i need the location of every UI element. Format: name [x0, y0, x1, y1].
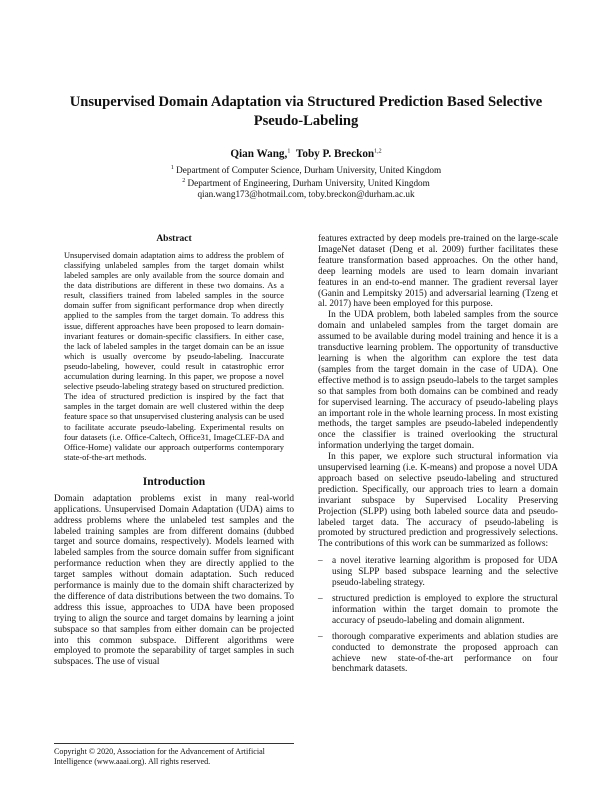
affiliation-1: Department of Computer Science, Durham University, United Kingdom — [176, 165, 442, 176]
left-column — [54, 234, 294, 668]
affiliation-2: Department of Engineering, Durham University, United Kingdom — [187, 178, 430, 189]
author-emails: qian.wang173@hotmail.com, toby.breckon@durham.ac.uk — [197, 189, 415, 200]
author-affiliation-mark: 1 — [287, 148, 291, 155]
contributions-list — [318, 556, 558, 675]
list-item: – thorough comparative experiments and ablation studies are conducted to demonstrate the proposed approach can achieve new state-of-the-art performance on four benchmark datasets. — [318, 631, 558, 675]
author-list — [60, 148, 552, 160]
author-name: Toby P. Breckon — [295, 148, 375, 160]
list-item: – a novel iterative learning algorithm is proposed for UDA using SLPP based subspace learning and the selective pseudo-labeling strategy. — [318, 556, 558, 589]
right-column — [318, 234, 558, 680]
intro-paragraph-3: In this paper, we explore such structural information via unsupervised learning (i.e. K-means) and propose a novel UDA approach based on selective pseudo-labeling and structured prediction. Specifically, our approach tries to learn a domain invariant subspace by Supervised Locality Preserving Projection (SLPP) using both labeled source data and pseudo-labeled target data. The accuracy of pseudo-labeling is promoted by structured prediction and progressively selections. The contributions of this work can be summarized as follows: — [318, 452, 558, 550]
bullet-dash-icon: – — [318, 594, 323, 604]
copyright-notice: Copyright © 2020, Association for the Advancement of Artificial Intelligence (www.aaai.org). All rights reserved. — [54, 743, 294, 767]
abstract-heading: Abstract — [156, 234, 192, 244]
bullet-dash-icon: – — [318, 556, 323, 567]
affiliation-mark: 1 — [170, 165, 174, 171]
list-item: – structured prediction is employed to explore the structural information within the target domain to promote the accuracy of pseudo-labeling and domain alignment. — [318, 594, 558, 626]
author-name: Qian Wang, — [230, 148, 288, 160]
paper-title: Unsupervised Domain Adaptation via Structured Prediction Based Selective Pseudo-Labeling — [69, 94, 543, 129]
author-affiliation-mark: 1,2 — [374, 148, 382, 155]
affiliations — [60, 163, 552, 200]
intro-paragraph-1-continued: features extracted by deep models pre-trained on the large-scale ImageNet dataset (Deng et al. 2009) further facilitates these feature transformation based approaches. On the other hand, deep learning models are used to learn domain invariant features in an end-to-end manner. The gradient reversal layer (Ganin and Lempitsky 2015) and adversarial learning (Tzeng et al. 2017) have been employed for this purpose. — [318, 234, 558, 310]
affiliation-mark: 2 — [182, 178, 186, 185]
intro-paragraph-2: In the UDA problem, both labeled samples from the source domain and unlabeled samples from the target domain are assumed to be available during model training and hence it is a transductive learning problem. The opportunity of transductive learning is when the algorithm can explore the test data (samples from the target domain in the case of UDA). One effective method is to assign pseudo-labels to the target samples so that samples from both domains can be combined and ready for supervised learning. The accuracy of pseudo-labeling plays an important role in the whole learning process. In most existing methods, the target samples are pseudo-labeled independently once the classifier is trained overlooking the structural information underlying the target domain. — [318, 310, 558, 452]
intro-paragraph-1: Domain adaptation problems exist in many real-world applications. Unsupervised Domain Adaptation (UDA) aims to address problems where the unlabeled test samples and the labeled training samples are from different domains (dubbed target and source domains, respectively). Models learned with labeled samples from the source domain suffer from significant performance reduction when they are directly applied to the target samples without domain adaptation. Such reduced performance is mainly due to the domain shift characterized by the difference of data distributions between the two domains. To address this issue, approaches to UDA have been proposed trying to align the source and target domains by learning a joint subspace so that samples from either domain can be projected into this common subspace. Different algorithms were employed to promote the separability of target samples in such subspaces. The use of visual — [54, 493, 294, 668]
abstract-text: Unsupervised domain adaptation aims to address the problem of classifying unlabeled samples from the target domain whilst labeled samples are only available from the source domain and the data distributions are different in these two domains. As a result, classifiers trained from labeled samples in the source domain suffer from significant performance drop when directly applied to the samples from the target domain. To address this issue, different approaches have been proposed to learn domain-invariant features or domain-specific classifiers. In either case, the lack of labeled samples in the target domain can be an issue which is usually overcome by pseudo-labeling. Inaccurate pseudo-labeling, however, could result in catastrophic error accumulation during learning. In this paper, we propose a novel selective pseudo-labeling strategy based on structured prediction. The idea of structured prediction is inspired by the fact that samples in the target domain are well clustered within the deep feature space so that unsupervised clustering analysis can be used to facilitate accurate pseudo-labeling. Experimental results on four datasets (i.e. Office-Caltech, Office31, ImageCLEF-DA and Office-Home) validate our approach outperforms contemporary state-of-the-art methods. — [64, 250, 284, 462]
introduction-heading: Introduction — [142, 475, 206, 488]
bullet-dash-icon: – — [318, 631, 323, 642]
